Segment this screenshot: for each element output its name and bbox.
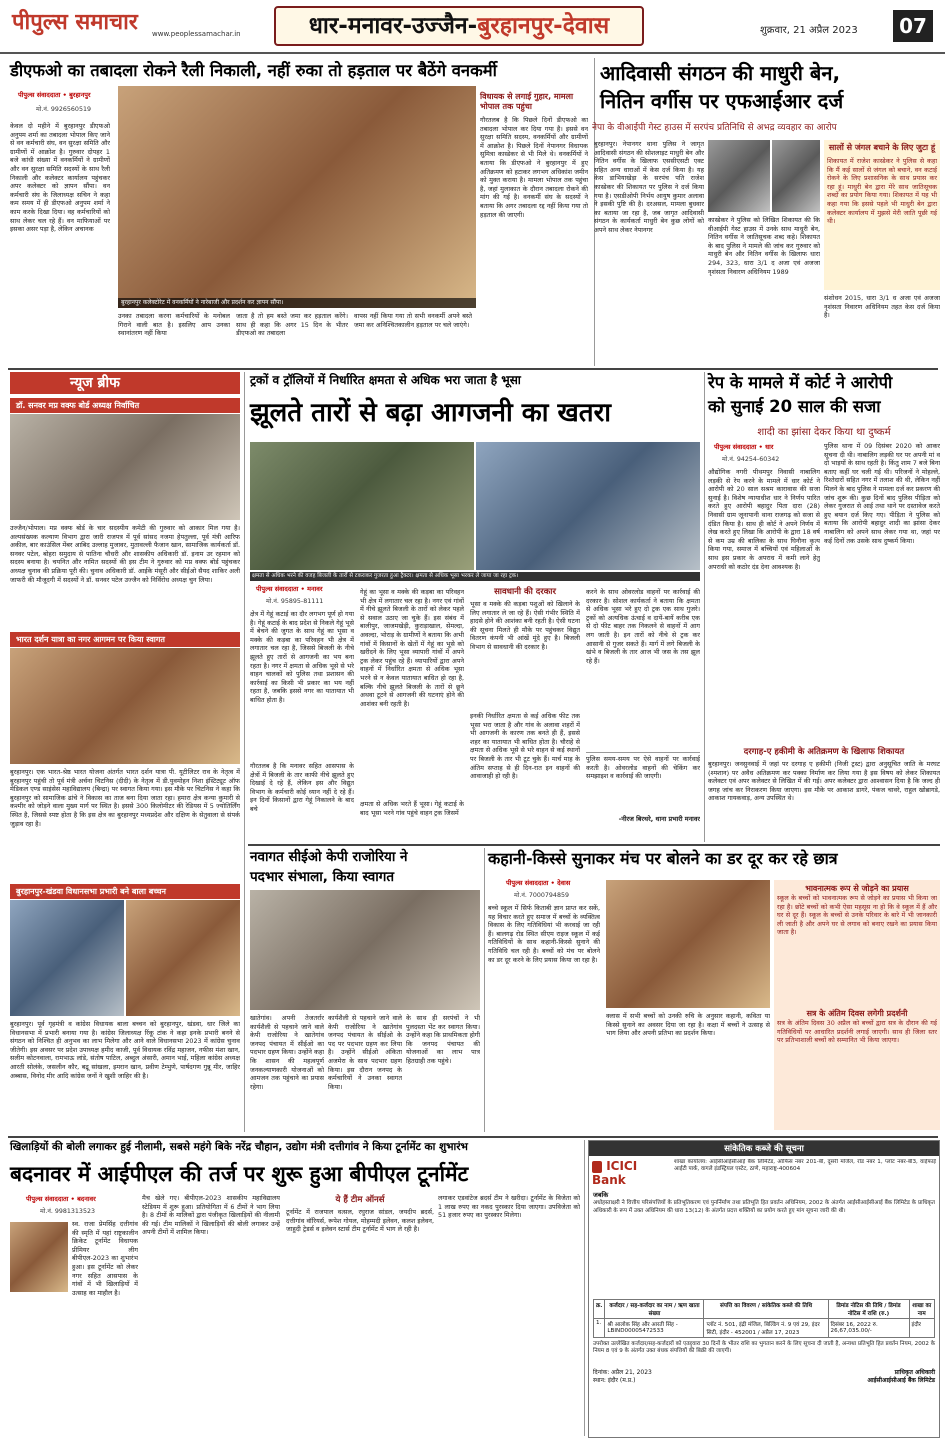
notice-col-header: शाखा का नाम [909, 1300, 934, 1319]
story6-headline: कहानी-किस्से सुनाकर मंच पर बोलने का डर दूर कर रहे छात्र [488, 849, 838, 868]
story1-body-left: केवल दो महीने में बुरहानपुर डीएफओ अनुपम शर्मा का तबादला भोपाल किए जाने से वन कर्मचारी संघ, वन सुरक्षा समिति और ग्रामीणों में आक्रोश है। गुरुवार दोपहर 1 बजे कांधी संख्या में वनकर्मियों ने ग्रामीणों और वन सुरक्षा समिति सदस्यों के साथ रैली निकाली और कलेक्टर कार्यालय पहुंचकर अपर कलेक्टर को ज्ञापन सौंपा। वन कर्मचारी संघ के जिलाध्यक्ष सचिन ने कहा कम समय में ही डीएफओ अनुपम शर्मा ने काम करके दिखा दिया। वह कर्मचारियों को साथ लेकर चल रहे हैं। वन माफियाओं पर इसका असर पड़ा है, लेकिन अचानक [10, 122, 110, 234]
brief1-body: उज्जैन/भोपाल। मप्र वक्फ बोर्ड के चार सदस्यीय कमेटी की गुरुवार को आकार मिल गया है। अल्पसंख्यक कल्याण विभाग द्वारा जारी राजपत्र में पूर्व सांसद नजमा हेपतुल्ला, पूर्व मंत्री आरिफ अकील, बार काउंसिल मेंबर आबिद उल्लाह मुजावर, मुतावल्ली फैजान खान, सामाजिक कार्यकर्ता डॉ. सनवर पटेल, बोहरा समुदाय से पातिना चौधरी और शासकीय अधिकारी डॉ. इनाम उर रहमान को सदस्य बनाया है। चयनित और नामित सदस्यों की इस टीम ने गुरुवार को मप्र वक्फ बोर्ड पहुंचकर अध्यक्ष चुनाव की प्रक्रिया पूरी की। चुनाव अधिकारी डॉ. आईके मंसूरी और सीईओ सैयद शाकिर अली जाफरी की मौजूदगी में सदस्यों ने डॉ. सनवर पटेल उज्जैन को निर्विरोध अध्यक्ष चुन लिया। [10, 524, 240, 584]
story7-body3: टूर्नामेंट में राजपाल वत्सल, रघुराज सांडल, जयदीप ब्रदर्स, दत्तीगांव वॉरियर्स, रूपेश गोयल, मोहम्मदी इलेवन, कलश इलेवन, जाहुदी ट्रेडर्स व इलेवन स्टार्स टीम टूर्नामेंट में भाग ले रही है। [286, 1208, 434, 1234]
divider-h2 [248, 844, 940, 846]
brief3-body: बुरहानपुर। पूर्व गृहमंत्री व कांग्रेस विधायक बाला बच्चन को बुरहानपुर, खंडवा, धार जिले का विधानसभा में प्रभारी बनाया गया है। कांग्रेस जिलाध्यक्ष रिंकू टांक ने कहा इनके प्रभारी बनने से संगठन को निश्चित ही अनुभव का लाभ मिलेगा और आने वाले विधानसभा 2023 में कांग्रेस चुनाव जीतेगी। इस अवसर पर प्रदेश उपाध्यक्ष हमीद काजी, पूर्व विधायक रविंद्र महाजन, नफीस मंशा खान, सलीम कोटनवाला, रामभाऊ लांडे, संतोष पाटिल, अब्दुल अंसारी, अमान भाई, महिला कांग्रेस अध्यक्ष आरती सोलंके, जसलीन कौर, बद्रू सांखला, इमरान खान, प्रवीण टेम्भुणे, पार्षदगण गुन्नू मीर, जाहिर अब्बास, विनोद मीर आदि कांग्रेस जनों ने खुशी जाहिर की है। [10, 1020, 240, 1080]
story3-body2: गेहूं का भूसा व मक्के की कड़बा का परिवहन भी क्षेत्र में लगातार चल रहा है। नगर एवं गांवों में नीचे झूलते बिजली के तारों को लेकर पहले से सवाल उठाए जा चुके हैं। इस संबंध में बालीपुर, जाजमखेड़ी, कुराड़ाखाल, सेमल्दा, अवल्दा, भोराड़ के ग्रामीणों ने बताया कि अभी गांवों में किसानों के खेतों में गेहूं का भूसे को खरीदने के लिए भूसा व्यापारी गांवों में अपने ट्रक लेकर पहुंच रहे हैं। व्यापारियों द्वारा अपने वाहनों में निर्धारित क्षमता से अधिक भूसा भरने से न केवल यातायात बाधित हो रहा है, बल्कि नीचे झूलते बिजली के तारों से छूने अथवा टूटने से आगजनी की घटनाएं होने की आशंका बनी रहती है। [360, 588, 464, 708]
story3-quote-by: -नीरज बिरथरे, थाना प्रभारी मनावर [618, 815, 700, 823]
story2-box-tail: संशोधन 2015, धारा 3/1 ध अजा एवं अजजा नृशंसता निवारण अधिनियम तहत केस दर्ज किया है। [824, 294, 940, 320]
story3-byline: पीपुल्स संवाददाता • मनावर [256, 585, 323, 593]
section-title-left: धार-मनावर-उज्जैन- [308, 13, 478, 39]
story2-sidebox [824, 140, 940, 290]
story3-photo-1 [250, 442, 474, 570]
story3-body2b: क्षमता से अधिक भरते हैं भूसा। गेहूं कटाई के बाद भूसा भरने गांव पहुंचे वाहन ट्रक जिसमें [360, 800, 464, 817]
story5-photo [250, 890, 480, 1010]
story7-body2: मैच खेले गए। बीपीएल-2023 शासकीय महाविद्यालय स्टेडियम में शुरू हुआ। प्रतियोगिता में 6 टीमों ने भाग लिया है। 8 टीमों के मालिकों द्वारा पंजीकृत खिलाड़ियों की नीलामी की गई। टीम मालिकों ने खिलाड़ियों की बोली लगाकर उन्हें अपनी टीमों में शामिल किया। [142, 1194, 280, 1237]
brief3-photo-2 [126, 900, 240, 1016]
notice-cell: श्री आलोक सिंह और आरती सिंह - LBIND00005472533 [605, 1319, 704, 1338]
story6-byline: पीपुल्स संवाददाता • देवास [506, 879, 571, 887]
story3-kicker: ट्रकों व ट्रॉलियों में निर्धारित क्षमता से अधिक भरा जाता है भूसा [250, 373, 521, 387]
story7-subhead: ये हैं टीम ऑनर्स [335, 1195, 385, 1205]
notice-col-header: क्र. [594, 1300, 605, 1319]
story4-body2: पुलिस थाना में 09 दिसंबर 2020 को आकर सूचना दी थी। नाबालिग लड़की घर पर अपनी मां व दो भाइयों के साथ रहती है। किंतु शाम 7 बजे बिना बताए कहीं घर चली गई थी। परिजनों ने मोहल्ले, रिश्तेदारों सहित नगर में तलाश की थी, लेकिन नहीं मिलने के बाद पुलिस ने मामला दर्ज कर प्रकरण की जांच शुरू की। कुछ दिनों बाद पुलिस पीड़िता को लेकर गुजरात से आई तथा थाने पर दस्तावेज करते हुए बयान दर्ज किए गए। पीड़िता ने पुलिस को बताया कि आरोपी बहादुर शादी का झांसा देकर नाबालिग को अपने साथ लेकर गया था, जहां पर कई दिनों तक उसके साथ दुष्कर्म किया। [824, 442, 940, 545]
section-title [274, 6, 644, 46]
story3-caption: क्षमता से अधिक भरने की वजह बिजली के तारों से टकराकर गुजरता हुआ ट्रैक्टर। क्षमता से अधिक भूसा भरकर ले जाया जा रहा ट्रक। [250, 572, 700, 581]
divider-v4 [484, 848, 485, 1132]
news-brief-label: न्यूज ब्रीफ [10, 372, 240, 394]
story3-subhead: सावधानी की दरकार [494, 587, 556, 597]
story3-body3b: इनकी निर्धारित क्षमता से कई अधिक फीट तक भूसा भरा जाता है और गांव के अलावा शहरों में भी आगजनी के कारण तक बनते ही हैं, इससे शहर का यातायात भी बाधित होता है। चौराहे से क्षमता से अधिक भूसे से भरे वाहन से कई स्थानों पर बिजली के तार भी टूट चुके हैं। मार्च माह के अंतिम सप्ताह से ही दिन-रात इन वाहनों की आवाजाही हो रही है। [470, 712, 580, 781]
story1-photo-caption: बुरहानपुर कलेक्टोरेट में वनकर्मियों ने नारेबाजी और प्रदर्शन कर ज्ञापन सौंपा। [118, 298, 476, 308]
notice-address: शाखा कार्यालय: आईसीआईसीआई बैंक लिमिटेड, ऑफिस नंबर 201-बी, दूसरी मंजिल, रोड नंबर 1, प्लॉट नंबर-बी3, वाईफाई आईटी पार्क, वागले इंडस्ट्रियल एस्टेट, ठाणे, महाराष्ट्र-400604 [674, 1159, 936, 1172]
story6-body1: बच्चे स्कूल में सिर्फ किताबी ज्ञान प्राप्त कर सकें, यह विचार करते हुए समाज में बच्चों के व्यक्तित्व विकास के लिए गतिविधियां भी करवाई जा रही हैं। बालगढ़ रोड स्थित सीएम राइज स्कूल में कई गतिविधियों के साथ कहानी-किस्से सुनाने की गतिविधि चल रही है। बच्चों को मंच पर बोलने का डर दूर करने के लिए प्रयास किया जा रहा है। [488, 904, 600, 964]
notice-place: स्थान: इंदौर (म.प्र.) [593, 1377, 636, 1384]
story4-subhead: शादी का झांसा देकर किया था दुष्कर्म [757, 427, 891, 438]
story2-box-body: शिकायत में राजेश कास्डेकर ने पुलिस से कहा कि मैं कई सालों से जंगल को बचाने, वन कटाई रोकने के लिए प्रशासनिक के साथ प्रयास कर रहा हूं। माधुरी बेन द्वारा मेरे साथ जातिसूचक शब्दों का प्रयोग किया गया। शिकायत में यह भी कहा गया कि इससे पहले भी माधुरी बेन द्वारा कलेक्टर कार्यालय में मुझसे मेरी जाति पूछी गई थी। [827, 157, 937, 226]
story1-byline: पीपुल्स संवाददाता • बुरहानपुर [18, 91, 91, 99]
story3-body1: क्षेत्र में गेहूं कटाई का दौर लगभग पूर्ण हो गया है। गेहूं कटाई के बाद प्रदेश से निकले गेहूं भूसे में बेचने की जुगत के साथ गेहूं का भूसा व मक्के की कड़बा का परिवहन भी क्षेत्र में लगातार चल रहा है, जिससे बिजली के नीचे झूलते हुए तारों से आगजनी का भय बना रहता है। नगर में क्षमता से अधिक भूसे से भरे वाहन चालकों को पुलिस तथा प्रशासन की कार्रवाई का किसी भी प्रकार का भय नहीं रहता है, जबकि इससे नगर का यातायात भी बाधित होता है। [250, 610, 354, 704]
notice-header: सांकेतिक कब्जे की सूचना [589, 1141, 939, 1156]
story2-subhead: नेपा के वीआईपी गेस्ट हाउस में सरपंच प्रतिनिधि से अभद्र व्यवहार का आरोप [592, 123, 837, 133]
notice-col-header: डिमांड नोटिस की तिथि / डिमांड नोटिस में राशि (रु.) [828, 1300, 909, 1319]
story6-box-head: भावनात्मक रूप से जोड़ने का प्रयास [805, 884, 909, 893]
date: शुक्रवार, 21 अप्रैल 2023 [760, 25, 858, 36]
story5-headline-2: पदभार संभाला, किया स्वागत [250, 869, 395, 885]
story3-body1b: गौरतलब है कि मनावर सहित आसपास के क्षेत्रों में बिजली के तार काफी नीचे झूलते हुए दिखाई दे रहे हैं, लेकिन इस और विद्युत विभाग के कर्मचारी कोई ध्यान नहीं दे रहे हैं। इन दिनों किसानों द्वारा गेहूं निकालने के बाद बचे [250, 762, 354, 813]
story2-headline-1: आदिवासी संगठन की माधुरी बेन, [600, 61, 841, 85]
notice-footer: उपरोक्त उल्लेखित कर्जदार/सह-कर्जदारों को एतद्द्वारा 30 दिनों के भीतर राशि का भुगतान करने के लिए सूचना दी जाती है, अन्यथा प्रतिभूति हित प्रवर्तन नियम, 2002 के नियम 8 एवं 9 के अंतर्गत उक्त बंधक संपत्तियों की बिक्री की जाएगी। [593, 1341, 935, 1354]
notice-jabki: जबकि [593, 1191, 609, 1199]
story7-byline: पीपुल्स संवाददाता • बदनावर [26, 1195, 96, 1203]
story5-body3: के साथ ही सरपंचों ने भी पुलदस्ता भेंट कर स्वागत किया। उन्होंने कहा कि प्राथमिकता होगी कि जनपद पंचायत की योजनाओं का लाभ पात्र हितग्राही तक पहुंचे। [406, 1014, 480, 1065]
story2-photo-man [772, 140, 820, 212]
story3-headline: झूलते तारों से बढ़ा आगजनी का खतरा [250, 398, 611, 428]
story4-headline-2: को सुनाई 20 साल की सजा [708, 397, 881, 416]
story6-box2-head: सत्र के अंतिम दिवस लगेगी प्रदर्शनी [806, 1009, 908, 1018]
notice-signatory-1: प्राधिकृत अधिकारी [894, 1369, 935, 1376]
story5-body1: खातेगांव। अपनी तेजतर्रार कार्यशैली से पहचाने जाने वाले केपी राजोरिया ने खातेगांव जनपद पंचायत में सीईओ का पदभार ग्रहण किया। उन्होंने कहा कि शासन की महत्वपूर्ण जनकल्याणकारी योजनाओं को आमजन तक पहुंचाने का प्रयास रहेगा। [250, 1014, 324, 1091]
notice-box [588, 1140, 940, 1438]
story2-photo-caption: कास्डेकर ने पुलिस को लिखित शिकायत की कि वीआईपी गेस्ट हाउस में उनके साथ माधुरी बेन, नितिन वर्गीस ने जातिसूचक शब्द कहे। शिकायत के बाद पुलिस ने मामले की जांच कर गुरुवार को माधुरी बेन और नितिन वर्गीस के खिलाफ धारा 294, 323, धारा 3/1 द अजा एवं अजजा नृशंसता निवारण अधिनियम 1989 [708, 216, 820, 276]
story5-headline-1: नवागत सीईओ केपी राजोरिया ने [250, 849, 408, 865]
story1-side-head: विधायक से लगाई गुहार, मामला भोपाल तक पहुंचा [480, 92, 574, 111]
story1-headline: डीएफओ का तबादला रोकने रैली निकाली, नहीं रुका तो हड़ताल पर बैठेंगे वनकर्मी [10, 61, 497, 80]
icici-bank-name: ICICI Bank [592, 1159, 638, 1187]
brief2-head: भारत दर्शन यात्रा का नगर आगमन पर किया स्वागत [10, 632, 240, 647]
story3-body3: भूसा व मक्के की कड़बा पशुओं को खिलाने के लिए लगातार ले जा रहे हैं। ऐसी गंभीर स्थिति में हादसे होने की आशंका बनी रहती है। ऐसी घटना की सूचना मिलते ही मौके पर पहुंचकर विद्युत वितरण कंपनी भी आंखें मूंदे हुए है। बिजली विभाग से सावधानी की दरकार है। [470, 600, 580, 651]
brief2-photo [10, 648, 240, 764]
story3-photo-2 [476, 442, 700, 570]
brief3-photo-1 [10, 900, 124, 1016]
icici-logo-icon [592, 1161, 602, 1173]
story4-box-head: दरगाह-ए हकीमी के अतिक्रमण के खिलाफ शिकायत [743, 747, 905, 757]
notice-date: दिनांक: अप्रैल 21, 2023 [593, 1369, 652, 1376]
story1-photo [118, 86, 476, 308]
notice-table-row [594, 1319, 935, 1338]
story1-body-c1: उनका तबादला करना कर्मचारियों के मनोबल गिराने वाली बात है। इसलिए आप उनका स्थानांतरण नहीं किया [118, 312, 230, 338]
story7-body1: स्व. राजा प्रेमसिंह दत्तीगांव की स्मृति में यहां राष्ट्रकालीन क्रिकेट टूर्नामेंट विधायक प्रीमियर लीग बीपीएल-2023 का शुभारंभ हुआ। इस टूर्नामेंट को लेकर नगर सहित आसपास के गांवों में भी खिलाड़ियों में उत्साह का माहौल है। [72, 1220, 138, 1297]
website: www.peoplessamachar.in [152, 30, 241, 38]
story6-mobile: मो.नं. 7000794859 [514, 892, 569, 899]
icici-logo [592, 1159, 670, 1187]
story1-mobile: मो.नं. 9926560519 [36, 106, 91, 113]
story6-body2: क्लास में सभी बच्चों को उनकी रुचि के अनुसार कहानी, कविता या किस्से सुनाने का अवसर दिया जा रहा है। कक्षा में बच्चों ने उत्साह से भाग लिया और अपनी प्रतिभा का प्रदर्शन किया। [606, 1012, 770, 1038]
story3-quote-box [586, 752, 700, 838]
notice-cell: दिसंबर 16, 2022 रु. 26,67,035.00/- [828, 1319, 909, 1338]
paper-logo: पीपुल्स समाचार [12, 10, 138, 35]
notice-col-header: कर्जदार / सह-कर्जदार का नाम / ऋण खाता संख्या [605, 1300, 704, 1319]
story7-kicker: खिलाड़ियों की बोली लगाकर हुई नीलामी, सबसे महंगे बिके नरेंद्र चौहान, उद्योग मंत्री दत्तीगांव ने किया टूर्नामेंट का शुभारंभ [10, 1141, 468, 1153]
story6-box-body: स्कूल के बच्चों को भावनात्मक रूप से जोड़ने का प्रयास भी किया जा रहा है। छोटे बच्चों को कभी ऐसा महसूस ना हो कि वे स्कूल में हैं और घर से दूर हैं। स्कूल के बच्चों से उनके परिवार के बारे में भी जानकारी ली जाती है और अपने घर से लगाव को बनाए रखने का प्रयास किया जाता है। [777, 894, 937, 937]
story7-mobile: मो.नं. 9981313523 [40, 1208, 95, 1215]
notice-table [593, 1299, 935, 1338]
story7-headline: बदनावर में आईपीएल की तर्ज पर शुरू हुआ बीपीएल टूर्नामेंट [10, 1162, 469, 1186]
story4-box-body: बुरहानपुर। जनसुनवाई में जहां पर दरगाह ए हकीमी (निजी ट्रस्ट) द्वारा अनुसूचित जाति के मरघट (श्मशान) पर अवैध अतिक्रमण कर पक्का निर्माण कर लिया गया है इस विषय को लेकर शिकायत कलेक्टर एवं अपर कलेक्टर से लिखित में की गई। अपर कलेक्टर द्वारा आश्वासन दिया है कि जल्द ही जगह जांच कर निराकरण किया जाएगा। इस मौके पर आकाश डागरे, पंकज चावरे, राहुल खोब्रागडे, आकाश गायकवाड़, अन्य उपस्थित थे। [708, 760, 940, 803]
story6-sidebox [774, 880, 940, 1130]
brief3-head: बुरहानपुर-खंडवा विधानसभा प्रभारी बने बाला बच्चन [10, 884, 240, 899]
notice-signatory-2: आईसीआईसीआई बैंक लिमिटेड [867, 1377, 935, 1384]
page-number: 07 [893, 10, 933, 42]
story4-mobile: मो.नं. 94254-60342 [722, 456, 780, 463]
story1-side-body: गौरतलब है कि पिछले दिनों डीएफओ का तबादला भोपाल कर दिया गया है। इससे वन सुरक्षा समिति सदस्य, वनकर्मियों और ग्रामीणों में आक्रोश है। पिछले दिनों नेपानगर विधायक सुमित्रा कास्डेकर से भी मिले थे। वनकर्मियों ने बताया कि डीएफओ ने बुरहानपुर में हुए अतिक्रमण को हटाकर लगभग अधिकांश जमीन को मुक्त कराया है। मामला भोपाल तक पहुंचा है, जहां मुलाकात के दौरान तबादला रोकने की मांग की गई है। वनकर्मी संघ के सदस्यों ने बताया कि अगर तबादला रद्द नहीं किया गया तो हड़ताल की जाएगी। [480, 116, 588, 219]
divider-h3 [8, 1136, 938, 1138]
story2-body1: बुरहानपुर। नेपानगर थाना पुलिस ने जागृत आदिवासी संगठन की सोशलाइट माधुरी बेन और नितिन वर्गीस के खिलाफ एससीएसटी एक्ट सहित अन्य धाराओं में केस दर्ज किया है। यह केस डाभियाखेड़ा के सरपंच पति राजेश कास्डेकर की शिकायत पर पुलिस ने दर्ज किया गया है। एसडीओपी निर्भय आयुष कुमार अलावा ने इसकी पुष्टि की है। दरअसल, मामला बुधवार का बताया जा रहा है, जब जागृत आदिवासी संगठन के कार्यकर्ता माधुरी बेन कुछ लोगों को अपने साथ लेकर नेपानगर [594, 140, 704, 234]
story6-box2-body: सत्र के अंतिम दिवस 30 अप्रैल को बच्चों द्वारा सत्र के दौरान की गई गतिविधियों पर आधारित प्रदर्शनी लगाई जाएगी। साथ ही जिला स्तर पर प्रतिभाशाली बच्चों को सम्मानित भी किया जाएगा। [777, 1019, 937, 1045]
story3-mobile: मो.नं. 95895-81111 [266, 598, 324, 605]
story1-body-c2: जाता है तो हम बस्ते जमा कर हड़ताल करेंगे। साथ ही कहा कि अगर 15 दिन के भीतर डीएफओ का तबादला [236, 312, 348, 338]
notice-table-header [594, 1300, 935, 1319]
story6-photo [606, 880, 770, 1008]
story5-body2: कार्यशैली से पहचाने जाने वाले केपी राजोरिया ने खातेगांव जनपद पंचायत के सीईओ के पद पर पदभार ग्रहण कर लिया है। उन्होंने सीईओ अंकिता अजमेरा के साथ पदभार ग्रहण किया। इस दौरान जनपद के कर्मचारियों ने उनका स्वागत किया। [328, 1014, 402, 1091]
story7-body4: लगाकर एडवांटेज ब्रदर्स टीम ने खरीदा। टूर्नामेंट के विजेता को 1 लाख रुपए का नकद पुरस्कार दिया जाएगा। उपविजेता को 51 हजार रुपए का पुरस्कार मिलेगा। [438, 1194, 580, 1220]
story3-body4: करने के साथ ओवरलोड वाहनों पर कार्रवाई की दरकार है। सोशल कार्यकर्ता ने बताया कि क्षमता से अधिक भूसा भरे हुए दो ट्रक एक साथ गुजरे। ट्रकों को अत्यधिक ऊंचाई व दायें-बायें करीब एक से दो फीट बाहर तक निकलने से वाहनों में आग लग जाती है। इन तारों को नीचे से ट्रक कर आसानी से गुजर सकते हैं। मार्ग में लगे बिजली के खंभे व बिजली के तार आज भी जस के तस झूल रहे हैं। [586, 588, 700, 665]
brief1-head: डॉ. सनवर मप्र वक्फ बोर्ड अध्यक्ष निर्वाचित [10, 398, 240, 413]
notice-col-header: संपत्ति का विवरण / सांकेतिक कब्जे की तिथि [704, 1300, 828, 1319]
notice-cell: 1. [594, 1319, 605, 1338]
story2-headline-2: नितिन वर्गीस पर एफआईआर दर्ज [600, 89, 844, 113]
divider-v5 [584, 1140, 585, 1436]
notice-cell: इंदौर [909, 1319, 934, 1338]
story4-byline: पीपुल्स संवाददाता • धार [714, 443, 774, 451]
story2-box-head: सालों से जंगल बचाने के लिए जुटा हूं [828, 143, 936, 152]
story2-photo-woman [708, 140, 770, 212]
story4-body1: औद्योगिक नगरी पीथमपुर निवासी नाबालिग लड़की से रेप करने के मामले में धार कोर्ट ने आरोपी को 20 साल सश्रम कारावास की सजा सुनाई है। विशेष न्यायाधीश धार ने निर्णय पारित करते हुए आरोपी बहादुर पिता दारा (28) निवासी ग्राम जूनापानी थाना राजगढ़ को सजा से दंडित किया है। साथ ही कोर्ट ने अपने निर्णय में लेख करते हुए लिखा कि आरोपी के द्वारा 18 वर्ष से कम उम्र की बालिका के साथ घिनौना कृत्य किया गया, समाज में बच्चियों एवं महिलाओं के साथ इस प्रकार के अपराध में कमी लाने हेतु अपराधी को कठोर दंड देना आवश्यक है। [708, 468, 820, 571]
divider-v3 [704, 372, 705, 842]
divider-v2 [244, 372, 245, 1132]
masthead [0, 0, 945, 54]
brief1-photo [10, 414, 240, 520]
story4-headline-1: रेप के मामले में कोर्ट ने आरोपी [708, 373, 893, 392]
divider-h1 [8, 368, 938, 370]
story3-quote: पुलिस समय-समय पर ऐसे वाहनों पर कार्रवाई करती है। ओवरलोड वाहनों की चेकिंग कर समझाइश व कार्रवाई की जाएगी। [586, 755, 700, 781]
brief2-body: बुरहानपुर। एक भारत-श्रेष्ठ भारत योजना अंतर्गत भारत दर्शन यात्रा पी. यूटीलिटर राव के नेतृत्व में बुरहानपुर पहुंची तो पूर्व मंत्री अर्चना चिटनिस (दीदी) के नेतृत्व में डी.युवमोहन निशा इंस्टिट्यूट ऑफ मेडिकल एण्ड साइंसेस महाविद्यालय (बिन्द्रा) पर स्वागत किया गया। इस मौके पर चिटनिस ने कहा कि बुरहानपुर को सामाजिक ढांचे ने विकास का ताज बना दिया जाता रहा। हमारा क्षेत्र कन्या कुमारी से कश्मीर को जोड़ने वाला मुख्य मार्ग पर स्थित है। इससे 300 किलोमीटर की रेडियस में 5 ज्योतिर्लिंग स्थित है, जिससे स्पष्ट होता है कि इस क्षेत्र का बुरहानपुर मध्यप्रदेश और दक्षिण के सेतुवाला से संपर्क जुड़ाव रहा है। [10, 768, 240, 828]
section-title-right: बुरहानपुर-देवास [477, 13, 610, 39]
story1-body-c3: वापस नहीं किया गया तो सभी वनकर्मी अपने बस्ते जमा कर अनिश्चितकालीन हड़ताल पर चले जाएंगे। [354, 312, 472, 329]
notice-cell: प्लॉट नं. 501, इंद्री मंजिल, बिल्डिंग नं. 9 एवं 29, इंदर सिटी, इंदौर - 452001 / अप्रैल 17, 2023 [704, 1319, 828, 1338]
notice-intro: अधोहस्ताक्षरी ने वित्तीय परिसंपत्तियों के प्रतिभूतिकरण एवं पुनर्निर्माण तथा प्रतिभूति हित प्रवर्तन अधिनियम, 2002 के अंतर्गत आईसीआईसीआई बैंक लिमिटेड के प्राधिकृत अधिकारी के रूप में उक्त अधिनियम की धारा 13(12) के अंतर्गत प्रदत्त शक्तियों का प्रयोग करते हुए मांग सूचना जारी की थी। [593, 1200, 935, 1214]
